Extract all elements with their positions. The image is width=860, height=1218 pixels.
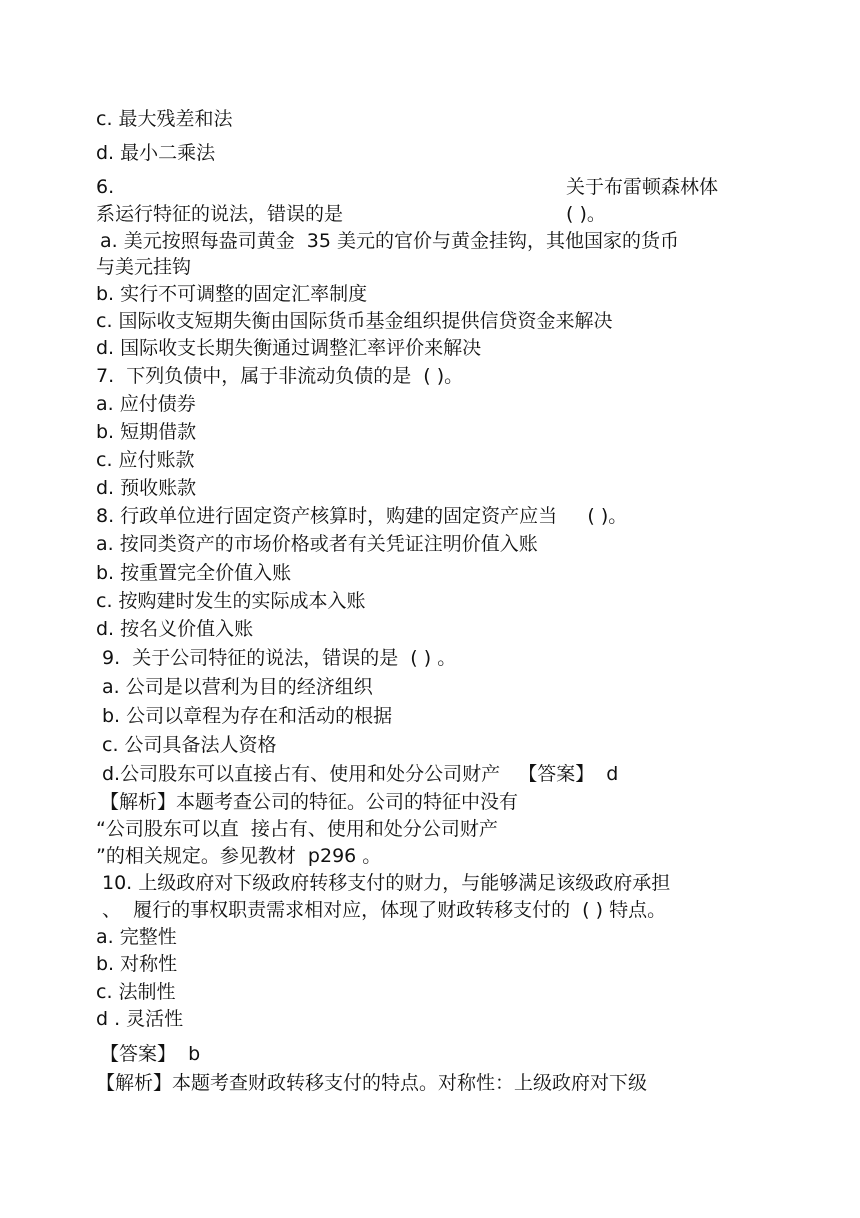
option-a-q8: a. 按同类资产的市场价格或者有关凭证注明价值入账 (96, 533, 538, 555)
option-d-q6: d. 国际收支长期失衡通过调整汇率评价来解决 (96, 337, 482, 359)
option-d-q5: d. 最小二乘法 (96, 142, 216, 164)
question-6-blank: ( )。 (566, 203, 606, 225)
option-c-q10: c. 法制性 (96, 981, 176, 1003)
option-b-q6: b. 实行不可调整的固定汇率制度 (96, 283, 368, 305)
question-10-line1: 10. 上级政府对下级政府转移支付的财力，与能够满足该级政府承担 (102, 872, 671, 894)
option-a-q6-line2: 与美元挂钩 (96, 256, 192, 278)
option-a-q7: a. 应付债券 (96, 393, 196, 415)
option-b-q9: b. 公司以章程为存在和活动的根据 (102, 705, 393, 727)
option-b-q7: b. 短期借款 (96, 421, 197, 443)
option-c-q5: c. 最大残差和法 (96, 108, 233, 130)
question-7: 7. 下列负债中，属于非流动负债的是 ( )。 (96, 365, 464, 387)
option-d-q10: d . 灵活性 (96, 1008, 184, 1030)
analysis-q10: 【解析】本题考查财政转移支付的特点。对称性：上级政府对下级 (96, 1072, 648, 1094)
question-8: 8. 行政单位进行固定资产核算时，购建的固定资产应当 ( )。 (96, 505, 628, 527)
option-c-q9: c. 公司具备法人资格 (102, 734, 277, 756)
option-b-q10: b. 对称性 (96, 953, 178, 975)
question-6-text-part2: 系运行特征的说法，错误的是 (96, 203, 344, 225)
option-b-q8: b. 按重置完全价值入账 (96, 562, 292, 584)
option-a-q9: a. 公司是以营利为目的经济组织 (102, 676, 373, 698)
analysis-q9-line2: “公司股东可以直 接占有、使用和处分公司财产 (96, 818, 498, 840)
option-d-q8: d. 按名义价值入账 (96, 618, 254, 640)
option-c-q6: c. 国际收支短期失衡由国际货币基金组织提供信贷资金来解决 (96, 310, 613, 332)
answer-q10: 【答案】 b (100, 1043, 201, 1065)
analysis-q9-line3: ”的相关规定。参见教材 p296 。 (96, 845, 382, 867)
option-a-q10: a. 完整性 (96, 926, 177, 948)
question-6-text-part1: 关于布雷顿森林体 (566, 176, 719, 198)
option-c-q7: c. 应付账款 (96, 449, 195, 471)
option-c-q8: c. 按购建时发生的实际成本入账 (96, 590, 366, 612)
analysis-q9-line1: 【解析】本题考查公司的特征。公司的特征中没有 (100, 791, 519, 813)
option-d-q7: d. 预收账款 (96, 477, 197, 499)
question-9: 9. 关于公司特征的说法，错误的是 ( ) 。 (102, 647, 457, 669)
question-10-line2: 、 履行的事权职责需求相对应，体现了财政转移支付的 ( ) 特点。 (102, 899, 667, 921)
option-d-q9-and-answer: d.公司股东可以直接占有、使用和处分公司财产 【答案】 d (102, 763, 619, 785)
question-6-number: 6. (96, 176, 115, 198)
option-a-q6-line1: a. 美元按照每盎司黄金 35 美元的官价与黄金挂钩，其他国家的货币 (100, 230, 680, 252)
